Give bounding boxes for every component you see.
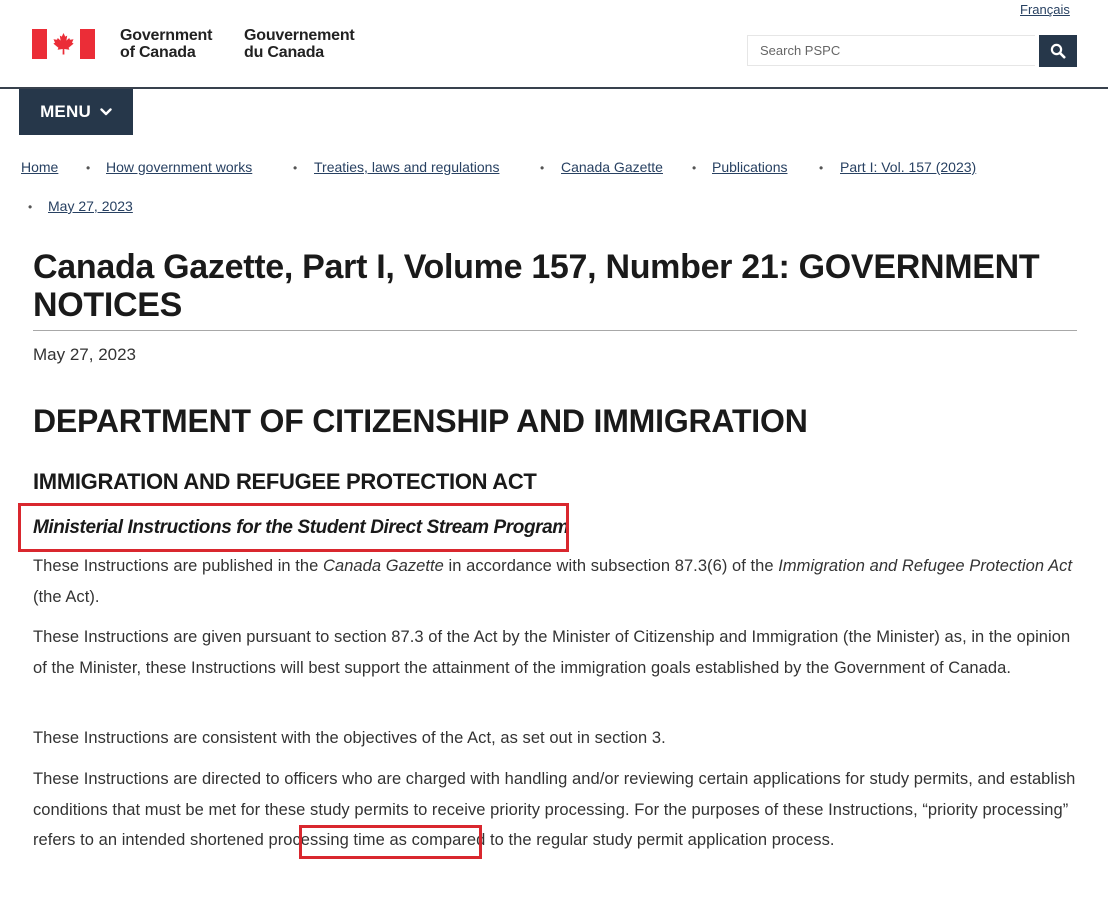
chevron-down-icon — [100, 108, 112, 116]
breadcrumb-canada-gazette[interactable]: Canada Gazette — [561, 159, 663, 175]
breadcrumb-separator: • — [28, 200, 33, 214]
paragraph-pursuant: These Instructions are given pursuant to section 87.3 of the Act by the Minister of Citizenship and Immigration (the Minister) as, in the opinion of the Minister, these Instructions will best support the attainment of the immigration goals established by the Government of Canada. — [33, 628, 1071, 677]
language-toggle-link[interactable]: Français — [1020, 2, 1070, 17]
highlight-box-subheading — [18, 503, 569, 552]
title-divider — [33, 330, 1077, 331]
act-heading: IMMIGRATION AND REFUGEE PROTECTION ACT — [33, 469, 537, 494]
breadcrumb-separator: • — [86, 161, 91, 175]
breadcrumb-part-i-vol-157[interactable]: Part I: Vol. 157 (2023) — [840, 159, 977, 175]
priority-processing-term: “priority processing” — [922, 800, 1069, 819]
instructions-subheading: Ministerial Instructions for the Student Direct Stream Program — [33, 517, 569, 538]
wordmark-en-line1: Government — [120, 27, 213, 44]
paragraph-consistent: These Instructions are consistent with the objectives of the Act, as set out in section 3. — [33, 729, 666, 747]
paragraph-directed — [33, 764, 1078, 856]
breadcrumb-separator: • — [293, 161, 298, 175]
act-name-italic: Immigration and Refugee Protection Act — [778, 557, 1073, 575]
publication-date: May 27, 2023 — [33, 345, 137, 364]
paragraph-publication — [33, 551, 1078, 612]
paragraph-text: (the Act). — [33, 587, 100, 606]
search-icon — [1050, 43, 1066, 59]
breadcrumb-home[interactable]: Home — [21, 159, 59, 175]
page-title: Canada Gazette, Part I, Volume 157, Number 21: GOVERNMENT NOTICES — [33, 248, 1040, 324]
canada-gazette-italic: Canada Gazette — [323, 557, 444, 575]
paragraph-text: refers to an intended shortened processing time as compared to the regular study permit application process. — [33, 831, 835, 849]
breadcrumb-issue-date[interactable]: May 27, 2023 — [48, 198, 133, 214]
search-input[interactable] — [747, 35, 1035, 66]
canada-flag-logo[interactable] — [32, 29, 95, 59]
breadcrumb-separator: • — [819, 161, 824, 175]
wordmark-french — [244, 27, 355, 61]
wordmark-fr-line1: Gouvernement — [244, 27, 355, 44]
menu-label: MENU — [40, 102, 91, 121]
breadcrumb-separator: • — [692, 161, 697, 175]
wordmark-en-line2: of Canada — [120, 44, 196, 61]
breadcrumb-treaties-laws-regulations[interactable]: Treaties, laws and regulations — [314, 159, 500, 175]
wordmark-fr-line2: du Canada — [244, 44, 324, 61]
menu-button[interactable] — [19, 89, 133, 135]
paragraph-text: These Instructions are directed to officers who are charged with handling and/or reviewing certain applications for study permits, and establish conditions that must be met for these study permits to receive priority processing. For the purposes of these Instructions, — [33, 770, 1076, 819]
search-button[interactable] — [1039, 35, 1077, 67]
header-divider — [0, 87, 1108, 89]
paragraph-text: in accordance with subsection 87.3(6) of the — [443, 557, 779, 575]
wordmark-english — [120, 27, 212, 61]
breadcrumb-publications[interactable]: Publications — [712, 159, 788, 175]
highlight-box-priority-processing — [299, 825, 482, 859]
breadcrumb-separator: • — [540, 161, 545, 175]
breadcrumb-how-government-works[interactable]: How government works — [106, 159, 253, 175]
department-heading: DEPARTMENT OF CITIZENSHIP AND IMMIGRATION — [33, 403, 808, 439]
maple-leaf-icon — [53, 33, 74, 55]
paragraph-text: These Instructions are published in the — [33, 557, 324, 575]
